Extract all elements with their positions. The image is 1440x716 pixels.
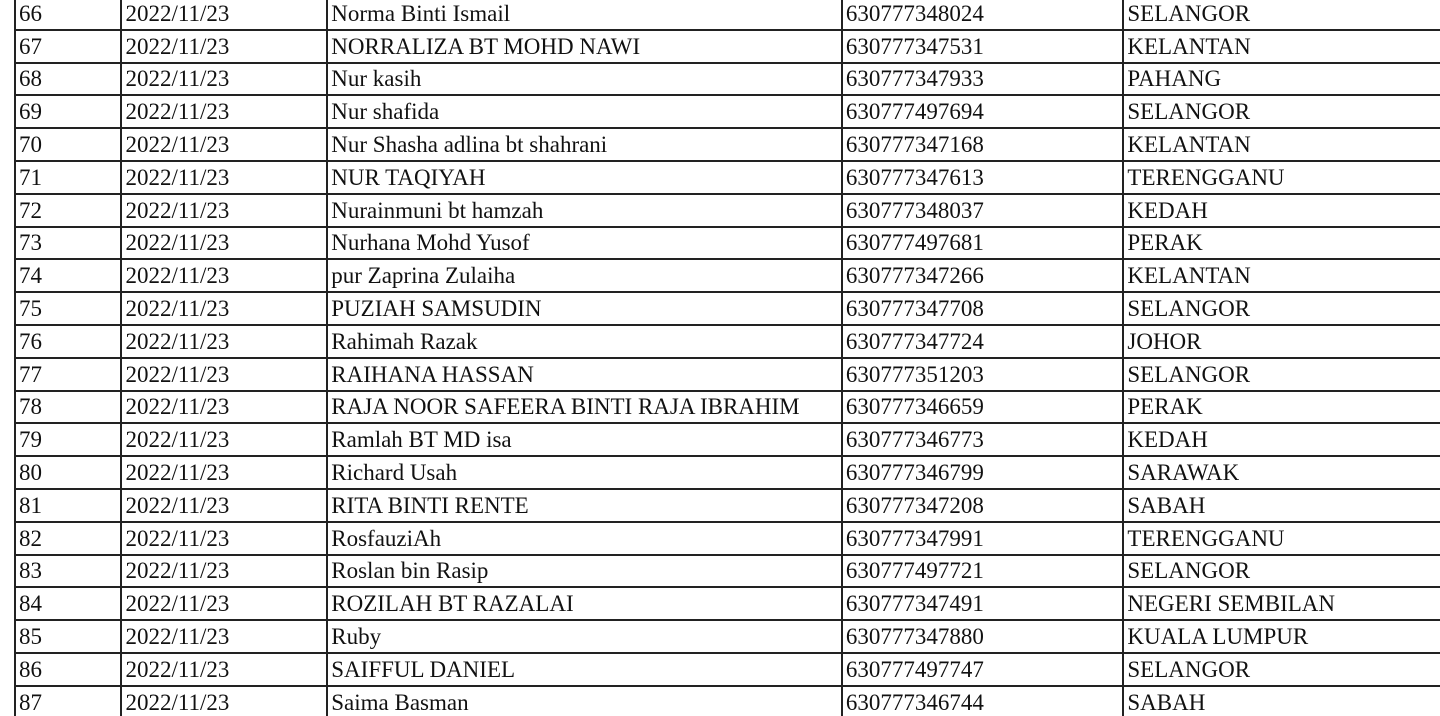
state-cell: PERAK <box>1123 227 1440 260</box>
name-cell: NUR TAQIYAH <box>327 161 842 194</box>
name-cell: ROZILAH BT RAZALAI <box>327 587 842 620</box>
name-cell: Nurhana Mohd Yusof <box>327 227 842 260</box>
id-number-cell: 630777346659 <box>842 391 1123 424</box>
row-number-cell: 83 <box>15 555 121 588</box>
id-number-cell: 630777347208 <box>842 489 1123 522</box>
row-number-cell: 87 <box>15 686 121 716</box>
id-number-cell: 630777348037 <box>842 194 1123 227</box>
id-number-cell: 630777347991 <box>842 522 1123 555</box>
date-cell: 2022/11/23 <box>121 259 327 292</box>
row-number-cell: 74 <box>15 259 121 292</box>
id-number-cell: 630777347933 <box>842 63 1123 96</box>
name-cell: Richard Usah <box>327 456 842 489</box>
row-number-cell: 70 <box>15 128 121 161</box>
date-cell: 2022/11/23 <box>121 391 327 424</box>
table-row <box>15 325 1440 358</box>
row-number-cell: 68 <box>15 63 121 96</box>
table-row <box>15 522 1440 555</box>
row-number-cell: 85 <box>15 620 121 653</box>
id-number-cell: 630777351203 <box>842 358 1123 391</box>
state-cell: KUALA LUMPUR <box>1123 620 1440 653</box>
date-cell: 2022/11/23 <box>121 292 327 325</box>
id-number-cell: 630777347266 <box>842 259 1123 292</box>
state-cell: PAHANG <box>1123 63 1440 96</box>
name-cell: RAIHANA HASSAN <box>327 358 842 391</box>
state-cell: TERENGGANU <box>1123 161 1440 194</box>
table-row <box>15 587 1440 620</box>
date-cell: 2022/11/23 <box>121 522 327 555</box>
id-number-cell: 630777348024 <box>842 0 1123 30</box>
table-row <box>15 259 1440 292</box>
state-cell: SABAH <box>1123 686 1440 716</box>
name-cell: PUZIAH SAMSUDIN <box>327 292 842 325</box>
date-cell: 2022/11/23 <box>121 30 327 63</box>
name-cell: Nurainmuni bt hamzah <box>327 194 842 227</box>
id-number-cell: 630777347613 <box>842 161 1123 194</box>
state-cell: KEDAH <box>1123 423 1440 456</box>
row-number-cell: 86 <box>15 653 121 686</box>
state-cell: SARAWAK <box>1123 456 1440 489</box>
row-number-cell: 75 <box>15 292 121 325</box>
row-number-cell: 69 <box>15 95 121 128</box>
date-cell: 2022/11/23 <box>121 0 327 30</box>
table-row <box>15 95 1440 128</box>
table-row <box>15 128 1440 161</box>
state-cell: KELANTAN <box>1123 128 1440 161</box>
state-cell: SELANGOR <box>1123 0 1440 30</box>
row-number-cell: 82 <box>15 522 121 555</box>
row-number-cell: 81 <box>15 489 121 522</box>
name-cell: RAJA NOOR SAFEERA BINTI RAJA IBRAHIM <box>327 391 842 424</box>
name-cell: RITA BINTI RENTE <box>327 489 842 522</box>
name-cell: Roslan bin Rasip <box>327 555 842 588</box>
name-cell: pur Zaprina Zulaiha <box>327 259 842 292</box>
data-table <box>14 0 1440 716</box>
state-cell: SELANGOR <box>1123 653 1440 686</box>
state-cell: KELANTAN <box>1123 30 1440 63</box>
row-number-cell: 79 <box>15 423 121 456</box>
row-number-cell: 66 <box>15 0 121 30</box>
id-number-cell: 630777347880 <box>842 620 1123 653</box>
table-row <box>15 30 1440 63</box>
id-number-cell: 630777347724 <box>842 325 1123 358</box>
table-row <box>15 423 1440 456</box>
state-cell: NEGERI SEMBILAN <box>1123 587 1440 620</box>
name-cell: Norma Binti Ismail <box>327 0 842 30</box>
table-row <box>15 227 1440 260</box>
table-row <box>15 489 1440 522</box>
state-cell: SELANGOR <box>1123 95 1440 128</box>
row-number-cell: 67 <box>15 30 121 63</box>
date-cell: 2022/11/23 <box>121 325 327 358</box>
name-cell: Nur shafida <box>327 95 842 128</box>
id-number-cell: 630777347708 <box>842 292 1123 325</box>
row-number-cell: 84 <box>15 587 121 620</box>
id-number-cell: 630777497721 <box>842 555 1123 588</box>
table-row <box>15 358 1440 391</box>
row-number-cell: 76 <box>15 325 121 358</box>
table-row <box>15 456 1440 489</box>
id-number-cell: 630777347168 <box>842 128 1123 161</box>
date-cell: 2022/11/23 <box>121 456 327 489</box>
date-cell: 2022/11/23 <box>121 620 327 653</box>
name-cell: Saima Basman <box>327 686 842 716</box>
date-cell: 2022/11/23 <box>121 653 327 686</box>
id-number-cell: 630777346799 <box>842 456 1123 489</box>
state-cell: PERAK <box>1123 391 1440 424</box>
date-cell: 2022/11/23 <box>121 358 327 391</box>
table-row <box>15 161 1440 194</box>
id-number-cell: 630777347491 <box>842 587 1123 620</box>
name-cell: SAIFFUL DANIEL <box>327 653 842 686</box>
state-cell: TERENGGANU <box>1123 522 1440 555</box>
table-row <box>15 391 1440 424</box>
row-number-cell: 78 <box>15 391 121 424</box>
date-cell: 2022/11/23 <box>121 161 327 194</box>
id-number-cell: 630777347531 <box>842 30 1123 63</box>
row-number-cell: 72 <box>15 194 121 227</box>
name-cell: Nur kasih <box>327 63 842 96</box>
state-cell: KEDAH <box>1123 194 1440 227</box>
id-number-cell: 630777346773 <box>842 423 1123 456</box>
date-cell: 2022/11/23 <box>121 686 327 716</box>
row-number-cell: 71 <box>15 161 121 194</box>
date-cell: 2022/11/23 <box>121 128 327 161</box>
id-number-cell: 630777497694 <box>842 95 1123 128</box>
table-row <box>15 686 1440 716</box>
table-row <box>15 194 1440 227</box>
id-number-cell: 630777497747 <box>842 653 1123 686</box>
date-cell: 2022/11/23 <box>121 95 327 128</box>
state-cell: SELANGOR <box>1123 555 1440 588</box>
table-body <box>15 0 1440 716</box>
state-cell: SABAH <box>1123 489 1440 522</box>
table-row <box>15 620 1440 653</box>
name-cell: Ramlah BT MD isa <box>327 423 842 456</box>
table-row <box>15 63 1440 96</box>
state-cell: JOHOR <box>1123 325 1440 358</box>
date-cell: 2022/11/23 <box>121 423 327 456</box>
date-cell: 2022/11/23 <box>121 63 327 96</box>
table-row <box>15 292 1440 325</box>
name-cell: Nur Shasha adlina bt shahrani <box>327 128 842 161</box>
table-row <box>15 0 1440 30</box>
state-cell: SELANGOR <box>1123 358 1440 391</box>
date-cell: 2022/11/23 <box>121 194 327 227</box>
state-cell: KELANTAN <box>1123 259 1440 292</box>
date-cell: 2022/11/23 <box>121 555 327 588</box>
state-cell: SELANGOR <box>1123 292 1440 325</box>
table-row <box>15 653 1440 686</box>
name-cell: Rahimah Razak <box>327 325 842 358</box>
date-cell: 2022/11/23 <box>121 227 327 260</box>
name-cell: Ruby <box>327 620 842 653</box>
date-cell: 2022/11/23 <box>121 489 327 522</box>
row-number-cell: 77 <box>15 358 121 391</box>
date-cell: 2022/11/23 <box>121 587 327 620</box>
row-number-cell: 73 <box>15 227 121 260</box>
name-cell: NORRALIZA BT MOHD NAWI <box>327 30 842 63</box>
id-number-cell: 630777497681 <box>842 227 1123 260</box>
id-number-cell: 630777346744 <box>842 686 1123 716</box>
table-row <box>15 555 1440 588</box>
name-cell: RosfauziAh <box>327 522 842 555</box>
row-number-cell: 80 <box>15 456 121 489</box>
